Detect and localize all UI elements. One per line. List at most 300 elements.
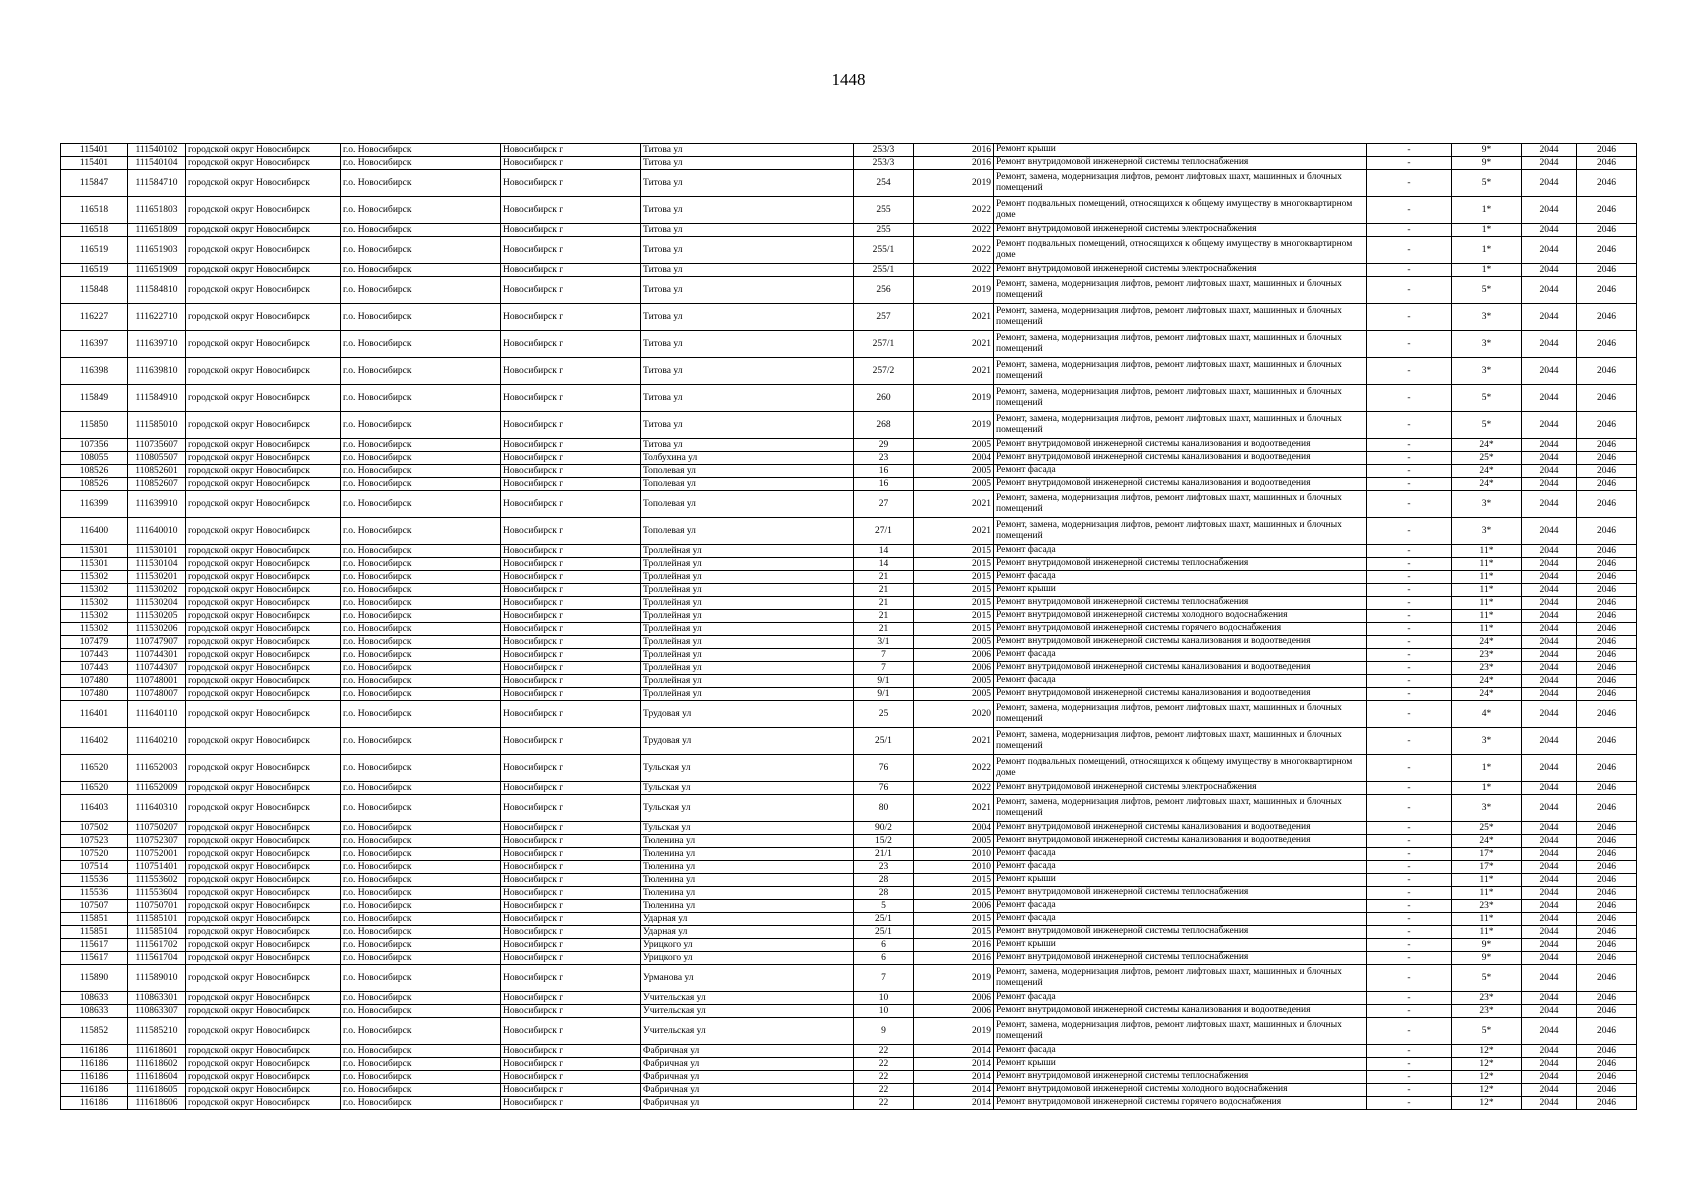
table-row	[61, 518, 1637, 545]
cell-house-number: 28	[854, 887, 914, 900]
cell-plan-end: 2046	[1577, 688, 1637, 701]
cell-plan-end: 2046	[1577, 545, 1637, 558]
table-row	[61, 835, 1637, 848]
cell-plan-end: 2046	[1577, 926, 1637, 939]
cell-municipal-abbr: г.о. Новосибирск	[341, 728, 501, 755]
cell-work-type: Ремонт внутридомовой инженерной системы канализования и водоотведения	[994, 662, 1367, 675]
cell-plan-start: 2044	[1522, 952, 1577, 965]
cell-street: Ударная ул	[641, 926, 854, 939]
cell-plan-end: 2046	[1577, 675, 1637, 688]
cell-street: Титова ул	[641, 224, 854, 237]
cell-plan-end: 2046	[1577, 304, 1637, 331]
cell-work-type: Ремонт, замена, модернизация лифтов, ремонт лифтовых шахт, машинных и блочных помещений	[994, 331, 1367, 358]
cell-house-id: 116398	[61, 358, 128, 385]
cell-cost: -	[1367, 237, 1452, 264]
cell-plan-start: 2044	[1522, 887, 1577, 900]
cell-repair-year: 2006	[914, 992, 994, 1005]
cell-street: Тополевая ул	[641, 491, 854, 518]
cell-municipal-abbr: г.о. Новосибирск	[341, 331, 501, 358]
cell-street: Тульская ул	[641, 755, 854, 782]
cell-term: 5*	[1452, 412, 1522, 439]
cell-municipal-abbr: г.о. Новосибирск	[341, 452, 501, 465]
cell-settlement: Новосибирск г	[501, 782, 641, 795]
cell-repair-year: 2015	[914, 913, 994, 926]
cell-municipal-abbr: г.о. Новосибирск	[341, 478, 501, 491]
table-row	[61, 385, 1637, 412]
cell-cost: -	[1367, 675, 1452, 688]
cell-plan-end: 2046	[1577, 597, 1637, 610]
cell-house-number: 22	[854, 1084, 914, 1097]
cell-cost: -	[1367, 1097, 1452, 1110]
cell-municipality: городской округ Новосибирск	[186, 1045, 341, 1058]
cell-house-id: 115849	[61, 385, 128, 412]
cell-house-number: 9	[854, 1018, 914, 1045]
cell-work-type: Ремонт, замена, модернизация лифтов, ремонт лифтовых шахт, машинных и блочных помещений	[994, 491, 1367, 518]
cell-term: 5*	[1452, 170, 1522, 197]
table-row	[61, 237, 1637, 264]
cell-street: Титова ул	[641, 412, 854, 439]
cell-work-id: 110752307	[128, 835, 186, 848]
cell-repair-year: 2005	[914, 439, 994, 452]
cell-street: Фабричная ул	[641, 1084, 854, 1097]
cell-work-type: Ремонт, замена, модернизация лифтов, ремонт лифтовых шахт, машинных и блочных помещений	[994, 518, 1367, 545]
cell-municipal-abbr: г.о. Новосибирск	[341, 900, 501, 913]
cell-repair-year: 2015	[914, 545, 994, 558]
cell-work-type: Ремонт внутридомовой инженерной системы электроснабжения	[994, 782, 1367, 795]
cell-street: Троллейная ул	[641, 545, 854, 558]
cell-settlement: Новосибирск г	[501, 277, 641, 304]
cell-cost: -	[1367, 304, 1452, 331]
cell-repair-year: 2022	[914, 782, 994, 795]
cell-house-number: 257/2	[854, 358, 914, 385]
cell-repair-year: 2010	[914, 848, 994, 861]
cell-work-type: Ремонт внутридомовой инженерной системы теплоснабжения	[994, 1071, 1367, 1084]
cell-plan-start: 2044	[1522, 636, 1577, 649]
cell-work-type: Ремонт внутридомовой инженерной системы теплоснабжения	[994, 597, 1367, 610]
cell-term: 5*	[1452, 277, 1522, 304]
table-row	[61, 900, 1637, 913]
cell-plan-start: 2044	[1522, 1018, 1577, 1045]
cell-term: 5*	[1452, 385, 1522, 412]
cell-street: Троллейная ул	[641, 636, 854, 649]
cell-house-id: 115890	[61, 965, 128, 992]
cell-work-type: Ремонт внутридомовой инженерной системы канализования и водоотведения	[994, 439, 1367, 452]
cell-house-id: 107520	[61, 848, 128, 861]
cell-plan-start: 2044	[1522, 755, 1577, 782]
cell-street: Троллейная ул	[641, 558, 854, 571]
cell-term: 11*	[1452, 545, 1522, 558]
cell-plan-start: 2044	[1522, 992, 1577, 1005]
cell-work-id: 111585104	[128, 926, 186, 939]
cell-house-id: 115302	[61, 571, 128, 584]
cell-plan-start: 2044	[1522, 439, 1577, 452]
cell-municipal-abbr: г.о. Новосибирск	[341, 439, 501, 452]
cell-plan-end: 2046	[1577, 478, 1637, 491]
cell-street: Трудовая ул	[641, 728, 854, 755]
cell-municipality: городской округ Новосибирск	[186, 1084, 341, 1097]
cell-term: 17*	[1452, 861, 1522, 874]
cell-cost: -	[1367, 952, 1452, 965]
cell-cost: -	[1367, 874, 1452, 887]
cell-municipality: городской округ Новосибирск	[186, 277, 341, 304]
cell-settlement: Новосибирск г	[501, 822, 641, 835]
cell-settlement: Новосибирск г	[501, 1084, 641, 1097]
cell-repair-year: 2006	[914, 649, 994, 662]
cell-repair-year: 2014	[914, 1045, 994, 1058]
cell-municipality: городской округ Новосибирск	[186, 965, 341, 992]
cell-house-number: 15/2	[854, 835, 914, 848]
cell-work-id: 111584810	[128, 277, 186, 304]
cell-house-id: 116518	[61, 224, 128, 237]
cell-term: 11*	[1452, 887, 1522, 900]
cell-municipality: городской округ Новосибирск	[186, 861, 341, 874]
cell-work-id: 111640110	[128, 701, 186, 728]
cell-plan-start: 2044	[1522, 688, 1577, 701]
cell-work-id: 110744301	[128, 649, 186, 662]
cell-settlement: Новосибирск г	[501, 623, 641, 636]
cell-house-id: 116400	[61, 518, 128, 545]
cell-municipal-abbr: г.о. Новосибирск	[341, 1058, 501, 1071]
cell-repair-year: 2005	[914, 688, 994, 701]
cell-plan-end: 2046	[1577, 728, 1637, 755]
cell-plan-end: 2046	[1577, 157, 1637, 170]
cell-plan-start: 2044	[1522, 170, 1577, 197]
table-row	[61, 913, 1637, 926]
cell-work-id: 111640310	[128, 795, 186, 822]
cell-plan-start: 2044	[1522, 304, 1577, 331]
cell-plan-start: 2044	[1522, 597, 1577, 610]
cell-house-id: 116520	[61, 755, 128, 782]
cell-settlement: Новосибирск г	[501, 597, 641, 610]
cell-work-id: 111651803	[128, 197, 186, 224]
table-row	[61, 623, 1637, 636]
cell-work-id: 110750207	[128, 822, 186, 835]
cell-cost: -	[1367, 913, 1452, 926]
cell-house-id: 107479	[61, 636, 128, 649]
cell-municipal-abbr: г.о. Новосибирск	[341, 861, 501, 874]
cell-work-id: 111530202	[128, 584, 186, 597]
cell-work-type: Ремонт внутридомовой инженерной системы теплоснабжения	[994, 926, 1367, 939]
cell-house-id: 116186	[61, 1097, 128, 1110]
cell-plan-end: 2046	[1577, 913, 1637, 926]
cell-municipality: городской округ Новосибирск	[186, 688, 341, 701]
cell-repair-year: 2021	[914, 304, 994, 331]
cell-work-id: 111639710	[128, 331, 186, 358]
cell-plan-start: 2044	[1522, 795, 1577, 822]
cell-house-number: 76	[854, 782, 914, 795]
cell-work-type: Ремонт внутридомовой инженерной системы канализования и водоотведения	[994, 822, 1367, 835]
cell-term: 11*	[1452, 610, 1522, 623]
cell-house-id: 115850	[61, 412, 128, 439]
cell-street: Титова ул	[641, 439, 854, 452]
cell-municipality: городской округ Новосибирск	[186, 545, 341, 558]
cell-municipality: городской округ Новосибирск	[186, 385, 341, 412]
cell-repair-year: 2019	[914, 385, 994, 412]
cell-house-number: 29	[854, 439, 914, 452]
cell-settlement: Новосибирск г	[501, 571, 641, 584]
cell-cost: -	[1367, 465, 1452, 478]
cell-work-type: Ремонт фасада	[994, 465, 1367, 478]
cell-settlement: Новосибирск г	[501, 675, 641, 688]
cell-term: 12*	[1452, 1045, 1522, 1058]
cell-work-id: 111530205	[128, 610, 186, 623]
cell-work-type: Ремонт внутридомовой инженерной системы теплоснабжения	[994, 558, 1367, 571]
cell-settlement: Новосибирск г	[501, 558, 641, 571]
cell-settlement: Новосибирск г	[501, 755, 641, 782]
cell-cost: -	[1367, 926, 1452, 939]
cell-cost: -	[1367, 939, 1452, 952]
cell-repair-year: 2005	[914, 835, 994, 848]
cell-cost: -	[1367, 518, 1452, 545]
table-row	[61, 728, 1637, 755]
cell-house-number: 10	[854, 992, 914, 1005]
cell-work-type: Ремонт внутридомовой инженерной системы канализования и водоотведения	[994, 688, 1367, 701]
cell-settlement: Новосибирск г	[501, 331, 641, 358]
cell-house-number: 9/1	[854, 675, 914, 688]
cell-work-id: 111540104	[128, 157, 186, 170]
cell-cost: -	[1367, 835, 1452, 848]
cell-settlement: Новосибирск г	[501, 649, 641, 662]
cell-plan-start: 2044	[1522, 822, 1577, 835]
cell-work-type: Ремонт, замена, модернизация лифтов, ремонт лифтовых шахт, машинных и блочных помещений	[994, 277, 1367, 304]
cell-municipal-abbr: г.о. Новосибирск	[341, 610, 501, 623]
cell-work-type: Ремонт, замена, модернизация лифтов, ремонт лифтовых шахт, машинных и блочных помещений	[994, 385, 1367, 412]
cell-work-id: 110748007	[128, 688, 186, 701]
cell-municipality: городской округ Новосибирск	[186, 636, 341, 649]
cell-settlement: Новосибирск г	[501, 358, 641, 385]
cell-municipality: городской округ Новосибирск	[186, 478, 341, 491]
cell-settlement: Новосибирск г	[501, 1071, 641, 1084]
table-row	[61, 926, 1637, 939]
cell-street: Фабричная ул	[641, 1097, 854, 1110]
cell-settlement: Новосибирск г	[501, 439, 641, 452]
cell-work-id: 111618606	[128, 1097, 186, 1110]
cell-term: 1*	[1452, 264, 1522, 277]
table-row	[61, 571, 1637, 584]
cell-cost: -	[1367, 623, 1452, 636]
cell-house-id: 115302	[61, 584, 128, 597]
cell-municipal-abbr: г.о. Новосибирск	[341, 1018, 501, 1045]
cell-municipal-abbr: г.о. Новосибирск	[341, 170, 501, 197]
cell-cost: -	[1367, 636, 1452, 649]
cell-house-number: 76	[854, 755, 914, 782]
cell-plan-start: 2044	[1522, 649, 1577, 662]
cell-repair-year: 2015	[914, 584, 994, 597]
cell-plan-end: 2046	[1577, 412, 1637, 439]
cell-work-id: 110751401	[128, 861, 186, 874]
cell-work-type: Ремонт внутридомовой инженерной системы электроснабжения	[994, 264, 1367, 277]
cell-work-id: 110863301	[128, 992, 186, 1005]
cell-plan-start: 2044	[1522, 965, 1577, 992]
cell-house-number: 22	[854, 1058, 914, 1071]
cell-settlement: Новосибирск г	[501, 662, 641, 675]
cell-house-id: 115301	[61, 545, 128, 558]
cell-settlement: Новосибирск г	[501, 952, 641, 965]
cell-street: Троллейная ул	[641, 623, 854, 636]
cell-plan-start: 2044	[1522, 913, 1577, 926]
cell-cost: -	[1367, 452, 1452, 465]
cell-plan-end: 2046	[1577, 610, 1637, 623]
cell-municipal-abbr: г.о. Новосибирск	[341, 755, 501, 782]
cell-municipal-abbr: г.о. Новосибирск	[341, 675, 501, 688]
table-row	[61, 277, 1637, 304]
cell-municipal-abbr: г.о. Новосибирск	[341, 795, 501, 822]
cell-work-id: 111651809	[128, 224, 186, 237]
cell-settlement: Новосибирск г	[501, 157, 641, 170]
table-row	[61, 952, 1637, 965]
table-row	[61, 157, 1637, 170]
cell-repair-year: 2021	[914, 728, 994, 755]
cell-plan-end: 2046	[1577, 848, 1637, 861]
cell-house-id: 116519	[61, 237, 128, 264]
cell-settlement: Новосибирск г	[501, 144, 641, 157]
cell-house-id: 116186	[61, 1071, 128, 1084]
repair-schedule-table	[60, 143, 1637, 1110]
cell-municipal-abbr: г.о. Новосибирск	[341, 1005, 501, 1018]
cell-plan-end: 2046	[1577, 144, 1637, 157]
cell-work-type: Ремонт, замена, модернизация лифтов, ремонт лифтовых шахт, машинных и блочных помещений	[994, 358, 1367, 385]
cell-house-id: 116399	[61, 491, 128, 518]
cell-cost: -	[1367, 170, 1452, 197]
cell-plan-end: 2046	[1577, 887, 1637, 900]
cell-house-number: 16	[854, 465, 914, 478]
cell-plan-end: 2046	[1577, 755, 1637, 782]
cell-plan-end: 2046	[1577, 861, 1637, 874]
cell-municipality: городской округ Новосибирск	[186, 304, 341, 331]
cell-repair-year: 2014	[914, 1084, 994, 1097]
cell-repair-year: 2004	[914, 452, 994, 465]
cell-work-id: 110744307	[128, 662, 186, 675]
cell-house-id: 115848	[61, 277, 128, 304]
cell-municipality: городской округ Новосибирск	[186, 992, 341, 1005]
table-row	[61, 610, 1637, 623]
cell-street: Тюленина ул	[641, 835, 854, 848]
cell-house-number: 254	[854, 170, 914, 197]
cell-house-id: 116518	[61, 197, 128, 224]
cell-settlement: Новосибирск г	[501, 636, 641, 649]
cell-work-id: 111639910	[128, 491, 186, 518]
cell-street: Тульская ул	[641, 782, 854, 795]
cell-plan-end: 2046	[1577, 662, 1637, 675]
cell-settlement: Новосибирск г	[501, 304, 641, 331]
cell-plan-end: 2046	[1577, 1097, 1637, 1110]
cell-work-id: 111553602	[128, 874, 186, 887]
page-number: 1448	[831, 70, 866, 89]
cell-municipality: городской округ Новосибирск	[186, 412, 341, 439]
cell-work-type: Ремонт крыши	[994, 1058, 1367, 1071]
cell-plan-end: 2046	[1577, 952, 1637, 965]
cell-house-number: 21/1	[854, 848, 914, 861]
cell-municipality: городской округ Новосибирск	[186, 491, 341, 518]
cell-street: Титова ул	[641, 197, 854, 224]
cell-municipal-abbr: г.о. Новосибирск	[341, 558, 501, 571]
cell-plan-start: 2044	[1522, 452, 1577, 465]
cell-work-id: 110747907	[128, 636, 186, 649]
cell-work-type: Ремонт фасада	[994, 848, 1367, 861]
cell-plan-end: 2046	[1577, 900, 1637, 913]
cell-plan-end: 2046	[1577, 795, 1637, 822]
cell-work-type: Ремонт крыши	[994, 584, 1367, 597]
table-row	[61, 264, 1637, 277]
cell-cost: -	[1367, 822, 1452, 835]
cell-repair-year: 2015	[914, 887, 994, 900]
cell-house-id: 116227	[61, 304, 128, 331]
cell-cost: -	[1367, 358, 1452, 385]
cell-work-id: 111553604	[128, 887, 186, 900]
cell-plan-end: 2046	[1577, 452, 1637, 465]
cell-repair-year: 2004	[914, 822, 994, 835]
cell-cost: -	[1367, 197, 1452, 224]
cell-house-id: 115401	[61, 144, 128, 157]
cell-municipal-abbr: г.о. Новосибирск	[341, 571, 501, 584]
cell-street: Фабричная ул	[641, 1045, 854, 1058]
cell-street: Тополевая ул	[641, 478, 854, 491]
cell-work-type: Ремонт, замена, модернизация лифтов, ремонт лифтовых шахт, машинных и блочных помещений	[994, 795, 1367, 822]
cell-repair-year: 2016	[914, 939, 994, 952]
cell-plan-start: 2044	[1522, 518, 1577, 545]
table-row	[61, 1058, 1637, 1071]
cell-plan-start: 2044	[1522, 358, 1577, 385]
cell-term: 11*	[1452, 874, 1522, 887]
cell-plan-start: 2044	[1522, 478, 1577, 491]
cell-plan-end: 2046	[1577, 1005, 1637, 1018]
cell-municipal-abbr: г.о. Новосибирск	[341, 491, 501, 518]
cell-work-id: 111589010	[128, 965, 186, 992]
cell-cost: -	[1367, 571, 1452, 584]
cell-term: 11*	[1452, 558, 1522, 571]
cell-street: Тюленина ул	[641, 887, 854, 900]
cell-settlement: Новосибирск г	[501, 926, 641, 939]
cell-plan-end: 2046	[1577, 939, 1637, 952]
cell-municipal-abbr: г.о. Новосибирск	[341, 835, 501, 848]
cell-municipal-abbr: г.о. Новосибирск	[341, 965, 501, 992]
cell-work-id: 111540102	[128, 144, 186, 157]
cell-cost: -	[1367, 491, 1452, 518]
cell-work-type: Ремонт фасада	[994, 649, 1367, 662]
cell-house-number: 90/2	[854, 822, 914, 835]
cell-work-type: Ремонт крыши	[994, 874, 1367, 887]
cell-settlement: Новосибирск г	[501, 1045, 641, 1058]
cell-plan-end: 2046	[1577, 701, 1637, 728]
cell-plan-start: 2044	[1522, 545, 1577, 558]
cell-plan-end: 2046	[1577, 465, 1637, 478]
cell-street: Троллейная ул	[641, 610, 854, 623]
cell-house-number: 22	[854, 1071, 914, 1084]
cell-work-type: Ремонт внутридомовой инженерной системы горячего водоснабжения	[994, 1097, 1367, 1110]
cell-house-number: 21	[854, 623, 914, 636]
cell-work-type: Ремонт, замена, модернизация лифтов, ремонт лифтовых шахт, машинных и блочных помещений	[994, 170, 1367, 197]
cell-plan-end: 2046	[1577, 584, 1637, 597]
cell-house-id: 116397	[61, 331, 128, 358]
cell-plan-end: 2046	[1577, 358, 1637, 385]
cell-house-number: 21	[854, 584, 914, 597]
cell-street: Троллейная ул	[641, 688, 854, 701]
cell-municipal-abbr: г.о. Новосибирск	[341, 887, 501, 900]
cell-settlement: Новосибирск г	[501, 848, 641, 861]
table-row	[61, 662, 1637, 675]
cell-work-id: 111585101	[128, 913, 186, 926]
cell-house-id: 115851	[61, 926, 128, 939]
cell-plan-start: 2044	[1522, 491, 1577, 518]
cell-plan-start: 2044	[1522, 584, 1577, 597]
cell-settlement: Новосибирск г	[501, 491, 641, 518]
cell-repair-year: 2015	[914, 610, 994, 623]
cell-municipal-abbr: г.о. Новосибирск	[341, 224, 501, 237]
cell-repair-year: 2015	[914, 558, 994, 571]
cell-plan-end: 2046	[1577, 197, 1637, 224]
cell-work-type: Ремонт внутридомовой инженерной системы канализования и водоотведения	[994, 1005, 1367, 1018]
cell-work-id: 111622710	[128, 304, 186, 331]
